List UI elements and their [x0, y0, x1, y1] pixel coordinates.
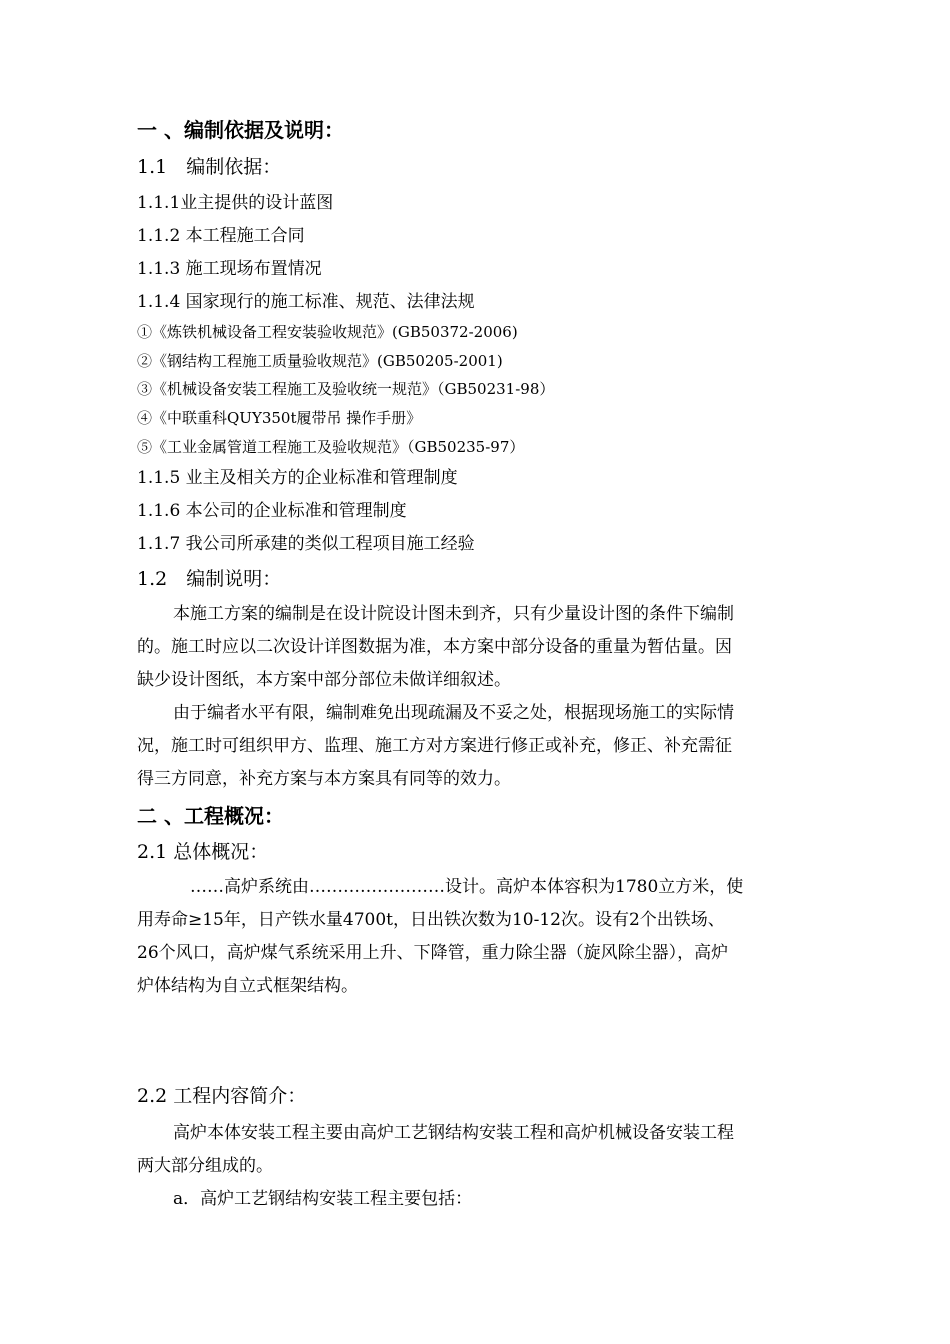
section-2-2-heading: 2.2 工程内容简介：: [137, 1085, 307, 1107]
section-2-heading: 二 、工程概况：: [137, 804, 284, 828]
paragraph-line: 高炉本体安装工程主要由高炉工艺钢结构安装工程和高炉机械设备安装工程: [173, 1123, 734, 1143]
paragraph-line: 26个风口，高炉煤气系统采用上升、下降管，重力除尘器（旋风除尘器），高炉: [137, 943, 729, 963]
section-1-1-heading: 1.1 编制依据：: [137, 156, 282, 178]
paragraph-line: 两大部分组成的。: [137, 1156, 273, 1176]
section-1-heading: 一 、编制依据及说明：: [137, 118, 344, 142]
list-item: 1.1.6 本公司的企业标准和管理制度: [137, 501, 407, 521]
standard-item: ③《机械设备安装工程施工及验收统一规范》（GB50231-98）: [137, 380, 555, 398]
paragraph-line: ……高炉系统由……………………设计。高炉本体容积为1780立方米，使: [190, 877, 744, 897]
list-item: 1.1.5 业主及相关方的企业标准和管理制度: [137, 468, 458, 488]
paragraph-line: 得三方同意，补充方案与本方案具有同等的效力。: [137, 769, 511, 789]
standard-item: ④《中联重科QUY350t履带吊 操作手册》: [137, 409, 422, 427]
standard-item: ①《炼铁机械设备工程安装验收规范》(GB50372-2006): [137, 323, 518, 341]
paragraph-line: 况，施工时可组织甲方、监理、施工方对方案进行修正或补充，修正、补充需征: [137, 736, 732, 756]
paragraph-line: a．高炉工艺钢结构安装工程主要包括：: [173, 1189, 473, 1209]
list-item: 1.1.1业主提供的设计蓝图: [137, 193, 334, 213]
standard-item: ⑤《工业金属管道工程施工及验收规范》（GB50235-97）: [137, 438, 525, 456]
list-item: 1.1.3 施工现场布置情况: [137, 259, 322, 279]
list-item: 1.1.4 国家现行的施工标准、规范、法律法规: [137, 292, 475, 312]
paragraph-line: 炉体结构为自立式框架结构。: [137, 976, 358, 996]
paragraph-line: 的。施工时应以二次设计详图数据为准，本方案中部分设备的重量为暂估量。因: [137, 637, 732, 657]
section-2-1-heading: 2.1 总体概况：: [137, 841, 269, 863]
paragraph-line: 由于编者水平有限，编制难免出现疏漏及不妥之处，根据现场施工的实际情: [173, 703, 734, 723]
standard-item: ②《钢结构工程施工质量验收规范》(GB50205-2001): [137, 352, 503, 370]
list-item: 1.1.2 本工程施工合同: [137, 226, 305, 246]
paragraph-line: 缺少设计图纸，本方案中部分部位未做详细叙述。: [137, 670, 511, 690]
section-1-2-heading: 1.2 编制说明：: [137, 568, 282, 590]
list-item: 1.1.7 我公司所承建的类似工程项目施工经验: [137, 534, 475, 554]
paragraph-line: 用寿命≥15年，日产铁水量4700t，日出铁次数为10-12次。设有2个出铁场、: [137, 910, 725, 930]
paragraph-line: 本施工方案的编制是在设计院设计图未到齐，只有少量设计图的条件下编制: [173, 604, 734, 624]
